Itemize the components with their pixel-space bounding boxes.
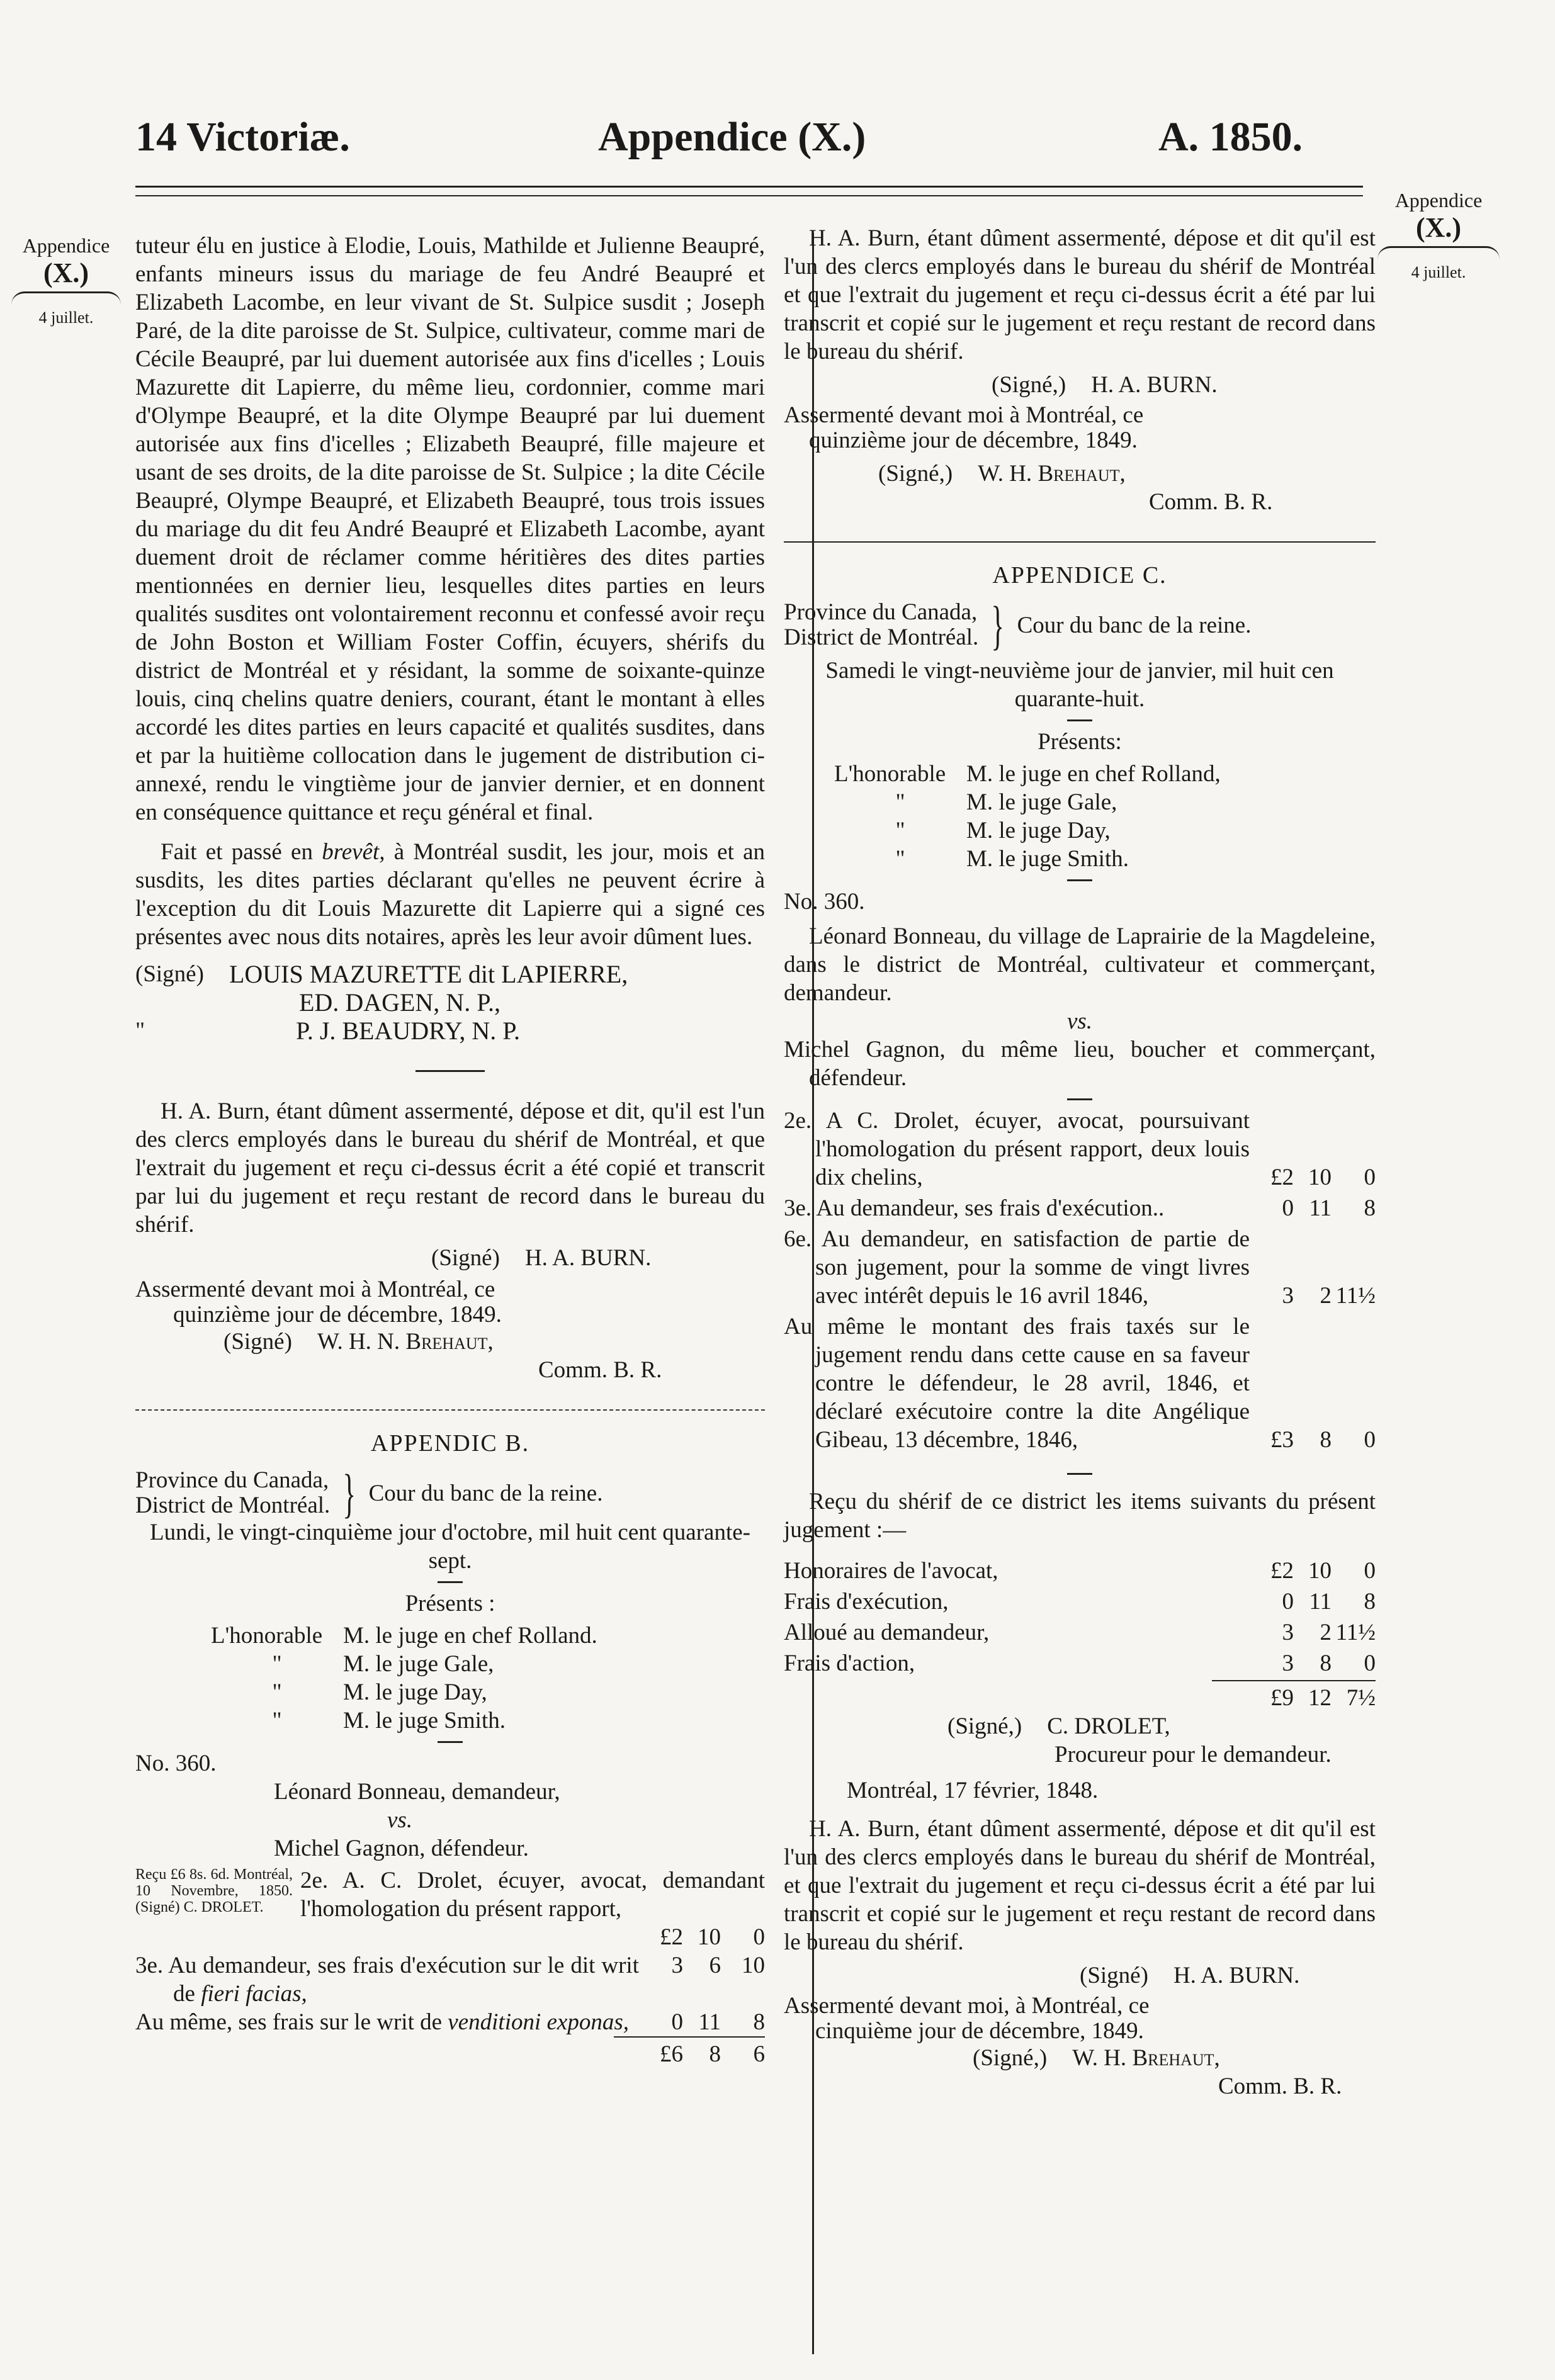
margin-right-date: 4 juillet. bbox=[1411, 263, 1466, 282]
pounds: 0 bbox=[1282, 1589, 1294, 1615]
judge-row bbox=[211, 1678, 765, 1706]
judge-name: M. le juge Smith. bbox=[966, 846, 1129, 872]
judge-row bbox=[211, 1706, 765, 1735]
left-sworn bbox=[135, 1277, 765, 1328]
pence: 0 bbox=[1364, 1558, 1376, 1584]
plaintiff: Léonard Bonneau, demandeur, bbox=[274, 1779, 560, 1805]
comm2-name-b: Brehaut, bbox=[1132, 2045, 1220, 2071]
case-number: No. 360. bbox=[135, 1751, 217, 1776]
shillings: 10 bbox=[1308, 1558, 1332, 1584]
item-text: Honoraires de l'avocat, bbox=[784, 1558, 998, 1584]
comm-name-a: W. H. bbox=[978, 461, 1038, 487]
sworn2-line-2: cinquième jour de décembre, 1849. bbox=[815, 2018, 1144, 2044]
receipt-side-note: Reçu £6 8s. 6d. Montréal, 10 Novembre, 1850. (Signé) C. DROLET. bbox=[135, 1866, 293, 1915]
court-jurisdiction bbox=[135, 1468, 330, 1518]
amount-3 bbox=[639, 2008, 765, 2036]
right-oath2-signature bbox=[784, 1961, 1376, 1990]
right-oath-signature bbox=[784, 371, 1376, 399]
signature-line-3 bbox=[135, 1017, 765, 1045]
amount-row bbox=[784, 1194, 1376, 1222]
case-number: No. 360. bbox=[784, 889, 865, 915]
brace: } bbox=[991, 595, 1005, 655]
province: Province du Canada, bbox=[784, 599, 978, 625]
shillings: 8 bbox=[1320, 1427, 1332, 1453]
presents-label: Présents : bbox=[405, 1591, 495, 1616]
amount-row bbox=[784, 1618, 1376, 1647]
right-sworn bbox=[784, 403, 1376, 453]
margin-left-brace bbox=[11, 291, 121, 305]
item-text: 2e. A. C. Drolet, écuyer, avocat, demandant l'homologation du présent rapport, bbox=[300, 1868, 765, 1922]
receipt-list bbox=[784, 1557, 1376, 1678]
total-row bbox=[614, 2036, 765, 2068]
judge-prefix: L'honorable bbox=[834, 761, 946, 787]
item-text-3a: Au même, ses frais sur le writ de bbox=[135, 2009, 443, 2035]
item-text: Alloué au demandeur, bbox=[784, 1620, 990, 1645]
shillings: 6 bbox=[709, 1953, 721, 1978]
right-commissioner bbox=[784, 460, 1376, 488]
left-para-2 bbox=[135, 838, 765, 951]
versus: vs. bbox=[387, 1807, 413, 1833]
judge-prefix: " bbox=[272, 1651, 282, 1677]
sworn2-line-1: Assermenté devant moi, à Montréal, ce bbox=[784, 1993, 1150, 2019]
notary-signatures bbox=[135, 960, 765, 1045]
amount-row bbox=[784, 1312, 1376, 1454]
judge-prefix: " bbox=[272, 1708, 282, 1734]
right-oath-2: H. A. Burn, étant dûment assermenté, dépose et dit qu'il est l'un des clercs employés dans le bureau du shérif de Montréal, et que l'extrait du jugement et reçu ci-dessus écrit a été par lui transcrit et copié sur le jugement et reçu restant de record dans le bureau du shérif. bbox=[784, 1816, 1376, 1955]
comm2-name bbox=[1072, 2044, 1220, 2072]
margin-left-number: (X.) bbox=[43, 257, 89, 288]
comm-title: Comm. B. R. bbox=[1149, 489, 1273, 515]
pounds: £3 bbox=[1270, 1427, 1294, 1453]
amount-row bbox=[784, 1649, 1376, 1678]
separator-tiny-3 bbox=[1067, 1098, 1092, 1100]
comm-name-b: Brehaut, bbox=[1038, 461, 1126, 487]
shillings: 2 bbox=[1320, 1283, 1332, 1309]
district: District de Montréal. bbox=[135, 1492, 331, 1518]
comm-name bbox=[978, 460, 1126, 488]
left-column bbox=[135, 232, 765, 2068]
drolet-signature bbox=[784, 1712, 1376, 1740]
oath-sig-label: (Signé,) bbox=[992, 372, 1066, 398]
margin-right-brace bbox=[1377, 246, 1500, 259]
plaintiff: Léonard Bonneau, du village de Laprairie de la Magdeleine, dans le district de Montréal, cultivateur et commerçant, demandeur. bbox=[784, 923, 1376, 1006]
right-column bbox=[784, 224, 1376, 2101]
court-jurisdiction bbox=[784, 600, 978, 650]
pence: 8 bbox=[753, 2009, 765, 2035]
judge-name: M. le juge Day, bbox=[343, 1679, 487, 1705]
item-text-2b: fieri facias, bbox=[201, 1981, 307, 2007]
judge-row bbox=[211, 1621, 765, 1650]
comm-name-a: W. H. N. bbox=[317, 1329, 406, 1355]
signature-name-3: P. J. BEAUDRY, N. P. bbox=[296, 1017, 521, 1045]
pounds: 3 bbox=[671, 1953, 683, 1978]
judges-list bbox=[135, 1621, 765, 1735]
header-left: 14 Victoriæ. bbox=[135, 114, 350, 160]
item-text-3b: venditioni exponas, bbox=[448, 2009, 630, 2035]
sworn-line-2: quinzième jour de décembre, 1849. bbox=[809, 427, 1138, 453]
amount bbox=[1250, 1163, 1376, 1192]
pence: 10 bbox=[742, 1953, 765, 1978]
drolet-label: (Signé,) bbox=[947, 1713, 1022, 1739]
pence: 0 bbox=[1364, 1650, 1376, 1676]
margin-note-left bbox=[6, 234, 126, 327]
comm-label: (Signé) bbox=[223, 1329, 292, 1355]
separator-tiny-4 bbox=[1067, 1473, 1092, 1475]
shillings: 11 bbox=[1309, 1589, 1332, 1615]
judge-name: M. le juge Day, bbox=[966, 818, 1111, 843]
left-para-1: tuteur élu en justice à Elodie, Louis, Mathilde et Julienne Beaupré, enfants mineurs issus du mariage de feu André Beaupré et Elizabeth Lacombe, en leur vivant de St. Sulpice susdit ; Joseph Paré, de la dite paroisse de St. Sulpice, cultivateur, comme mari de Cécile Beaupré, par lui duement autorisée aux fins d'icelles ; Louis Mazurette dit Lapierre, du même lieu, cordonnier, comme mari d'Olympe Beaupré, et la dite Olympe Beaupré par lui duement autorisée aux fins d'icelles ; Elizabeth Beaupré, fille majeure et usant de ses droits, de la dite paroisse de St. Sulpice ; la dite Cécile Beaupré, Olympe Beaupré, et Elizabeth Beaupré, tous trois issues du mariage du dit feu André Beaupré et Elizabeth Lacombe, ayant duement droit de réclamer comme héritières des dites parties mentionnées en dernier lieu, lesquelles dites parties en leurs qualités susdites ont volontairement reconnu et confessé avoir reçu de John Boston et William Foster Coffin, écuyers, shérifs du district de Montréal et y résidant, la somme de soixante-quinze louis, cinq chelins quatre deniers, courant, étant le montant à elles accordé les dites parties en leurs capacité et qualités susdites, dans et par la huitième collocation dans le jugement de distribution ci-annexé, rendu le vingtième jour de janvier dernier, et en donnent en conséquence quittance et reçu général et final. bbox=[135, 233, 765, 825]
judge-name: M. le juge Smith. bbox=[343, 1708, 506, 1734]
shillings: 11 bbox=[698, 2009, 721, 2035]
comm-label: (Signé,) bbox=[878, 461, 953, 487]
signature-line-2: ED. DAGEN, N. P., bbox=[299, 988, 500, 1017]
item-row-1 bbox=[300, 1866, 765, 1923]
shillings: 10 bbox=[1308, 1165, 1332, 1190]
amount bbox=[1250, 1557, 1376, 1585]
left-para-2-italic: brevêt, bbox=[322, 839, 385, 865]
pounds: £9 bbox=[1270, 1685, 1294, 1711]
district: District de Montréal. bbox=[784, 624, 979, 650]
separator-tiny-2 bbox=[1067, 879, 1092, 881]
amount bbox=[1250, 1618, 1376, 1647]
court-name: Cour du banc de la reine. bbox=[1017, 612, 1252, 638]
pence: 6 bbox=[753, 2041, 765, 2067]
pounds: £6 bbox=[660, 2041, 683, 2067]
judge-prefix: " bbox=[895, 818, 905, 843]
court-caption bbox=[784, 595, 1376, 655]
judge-row bbox=[834, 788, 1376, 816]
item-text: Frais d'exécution, bbox=[784, 1589, 949, 1615]
judge-prefix: " bbox=[895, 789, 905, 815]
court-caption bbox=[135, 1463, 765, 1523]
receipt-total-row bbox=[1212, 1680, 1376, 1712]
shillings: 12 bbox=[1308, 1685, 1332, 1711]
judge-name: M. le juge en chef Rolland, bbox=[966, 761, 1221, 787]
item-text: 2e. A C. Drolet, écuyer, avocat, poursuivant l'homologation du présent rapport, deux louis dix chelins, bbox=[784, 1108, 1250, 1190]
right-commissioner-2 bbox=[784, 2044, 1376, 2072]
amount-row bbox=[784, 1557, 1376, 1585]
margin-right-label: Appendice bbox=[1394, 189, 1483, 211]
presents-label: Présents: bbox=[1038, 729, 1122, 755]
shillings: 11 bbox=[1309, 1195, 1332, 1221]
right-oath: H. A. Burn, étant dûment assermenté, dépose et dit qu'il est l'un des clercs employés dans le bureau du shérif de Montréal et que l'extrait du jugement et reçu ci-dessus écrit a été par lui transcrit et copié sur le jugement et reçu restant de record dans le bureau du shérif. bbox=[784, 225, 1376, 364]
amount-row bbox=[784, 1225, 1376, 1310]
court-name: Cour du banc de la reine. bbox=[368, 1480, 603, 1506]
separator-tiny bbox=[1067, 719, 1092, 721]
separator bbox=[416, 1070, 485, 1072]
item-text: 3e. Au demandeur, ses frais d'exécution.. bbox=[784, 1195, 1165, 1221]
amount bbox=[1250, 1426, 1376, 1454]
session-date: Lundi, le vingt-cinquième jour d'octobre, mil huit cent quarante-sept. bbox=[150, 1520, 750, 1574]
amount bbox=[1250, 1588, 1376, 1616]
separator-tiny bbox=[438, 1581, 463, 1583]
separator-tiny-2 bbox=[438, 1741, 463, 1743]
oath2-sig-label: (Signé) bbox=[1080, 1963, 1148, 1988]
item-text: Frais d'action, bbox=[784, 1650, 915, 1676]
total-amount bbox=[639, 2040, 765, 2068]
judge-row bbox=[834, 816, 1376, 845]
appendix-b-heading: APPENDIC B. bbox=[370, 1430, 530, 1457]
pence: 0 bbox=[1364, 1427, 1376, 1453]
pounds: 0 bbox=[671, 2009, 683, 2035]
pounds: £2 bbox=[660, 1924, 683, 1950]
amount bbox=[1250, 1649, 1376, 1678]
item-amount-1 bbox=[135, 1923, 765, 1951]
item-row-2 bbox=[135, 1951, 765, 2008]
item-text: Au même le montant des frais taxés sur le jugement rendu dans cette cause en sa faveur contre le défendeur, le 28 avril, 1846, et déclaré exécutoire contre la dite Angélique Gibeau, 13 décembre, 1846, bbox=[784, 1314, 1250, 1453]
pounds: £2 bbox=[1270, 1558, 1294, 1584]
pence: 8 bbox=[1364, 1589, 1376, 1615]
header-rule-top bbox=[135, 186, 1363, 188]
oath-sig-name: H. A. BURN. bbox=[1091, 372, 1218, 398]
sworn-line-2: quinzième jour de décembre, 1849. bbox=[173, 1302, 502, 1328]
oath2-sig-name: H. A. BURN. bbox=[1173, 1963, 1300, 1988]
judge-prefix: L'honorable bbox=[211, 1623, 323, 1649]
section-divider bbox=[784, 541, 1376, 543]
amount-2 bbox=[639, 1951, 765, 1980]
pounds: £2 bbox=[1270, 1165, 1294, 1190]
item-text: 6e. Au demandeur, en satisfaction de partie de son jugement, pour la somme de vingt livres avec intérêt depuis le 16 avril 1846, bbox=[784, 1226, 1250, 1309]
items-block bbox=[135, 1866, 765, 1923]
left-commissioner bbox=[135, 1328, 765, 1356]
shillings: 10 bbox=[698, 1924, 721, 1950]
signature-name: LOUIS MAZURETTE dit LAPIERRE, bbox=[229, 960, 628, 988]
pence: 0 bbox=[753, 1924, 765, 1950]
comm2-name-a: W. H. bbox=[1072, 2045, 1133, 2071]
pence: 0 bbox=[1364, 1165, 1376, 1190]
defendant: Michel Gagnon, défendeur. bbox=[274, 1836, 529, 1861]
pence: 7½ bbox=[1346, 1685, 1376, 1711]
session-date: Samedi le vingt-neuvième jour de janvier, mil huit cen quarante-huit. bbox=[825, 658, 1334, 712]
drolet-title: Procureur pour le demandeur. bbox=[1055, 1742, 1332, 1768]
amount bbox=[639, 1923, 765, 1951]
left-para-2-b: à Montréal susdit, les jour, mois et an susdits, les dites parties déclarant qu'elles ne peuvent écrire à l'exception du dit Louis Mazurette dit Lapierre qui a signé ces présentes avec nous dits notaires, après les leur avoir dûment lues. bbox=[135, 839, 765, 950]
items-list bbox=[784, 1107, 1376, 1454]
receipt-total-amount bbox=[1250, 1684, 1376, 1712]
item-row-3 bbox=[135, 2008, 765, 2036]
province: Province du Canada, bbox=[135, 1467, 329, 1493]
item-text-2 bbox=[135, 1951, 639, 2008]
judge-row bbox=[834, 760, 1376, 788]
pounds: 3 bbox=[1282, 1620, 1294, 1645]
signature-line-1 bbox=[135, 960, 765, 988]
pounds: 3 bbox=[1282, 1283, 1294, 1309]
left-oath-signature bbox=[135, 1244, 765, 1272]
pence: 8 bbox=[1364, 1195, 1376, 1221]
judge-name: M. le juge Gale, bbox=[966, 789, 1117, 815]
margin-right-number: (X.) bbox=[1415, 211, 1462, 243]
oath-sig-label: (Signé) bbox=[431, 1245, 500, 1271]
judge-row bbox=[211, 1650, 765, 1678]
ditto-mark: " bbox=[135, 1018, 145, 1044]
versus: vs. bbox=[1066, 1008, 1093, 1034]
items-first bbox=[300, 1866, 765, 1923]
signature-label: (Signé) bbox=[135, 961, 204, 987]
sworn-line-1: Assermenté devant moi à Montréal, ce bbox=[784, 402, 1144, 428]
comm2-title: Comm. B. R. bbox=[1218, 2073, 1342, 2099]
amount-row bbox=[784, 1588, 1376, 1616]
judge-name: M. le juge en chef Rolland. bbox=[343, 1623, 597, 1649]
section-divider bbox=[135, 1409, 765, 1411]
shillings: 2 bbox=[1320, 1620, 1332, 1645]
comm-name bbox=[317, 1328, 494, 1356]
judge-prefix: " bbox=[895, 846, 905, 872]
place-date: Montréal, 17 février, 1848. bbox=[847, 1778, 1099, 1803]
comm-title: Comm. B. R. bbox=[538, 1357, 662, 1383]
appendix-c-heading: APPENDICE C. bbox=[992, 562, 1167, 589]
pounds: 0 bbox=[1282, 1195, 1294, 1221]
item-text-3 bbox=[135, 2008, 639, 2036]
judge-name: M. le juge Gale, bbox=[343, 1651, 494, 1677]
margin-note-right bbox=[1372, 189, 1505, 282]
header-center: Appendice (X.) bbox=[598, 114, 866, 160]
header-rule-bottom bbox=[135, 195, 1363, 196]
judges-list bbox=[784, 760, 1376, 873]
amount bbox=[1250, 1282, 1376, 1310]
margin-left-label: Appendice bbox=[22, 234, 110, 257]
shillings: 8 bbox=[1320, 1650, 1332, 1676]
amount-row bbox=[784, 1107, 1376, 1192]
amount bbox=[1250, 1194, 1376, 1222]
sworn-line-1: Assermenté devant moi à Montréal, ce bbox=[135, 1277, 495, 1302]
drolet-name: C. DROLET, bbox=[1047, 1713, 1170, 1739]
receipt-intro: Reçu du shérif de ce district les items suivants du présent jugement :— bbox=[784, 1489, 1376, 1543]
defendant: Michel Gagnon, du même lieu, boucher et commerçant, défendeur. bbox=[784, 1037, 1376, 1091]
oath-sig-name: H. A. BURN. bbox=[524, 1245, 652, 1271]
item-text-2a: 3e. Au demandeur, ses frais d'exécution sur le dit writ de bbox=[135, 1953, 639, 2007]
header-right: A. 1850. bbox=[1158, 114, 1303, 160]
brace: } bbox=[342, 1463, 356, 1523]
pounds: 3 bbox=[1282, 1650, 1294, 1676]
comm2-label: (Signé,) bbox=[973, 2045, 1048, 2071]
shillings: 8 bbox=[709, 2041, 721, 2067]
margin-left-date: 4 juillet. bbox=[38, 308, 94, 327]
right-sworn-2 bbox=[784, 1994, 1376, 2044]
comm-name-b: Brehaut, bbox=[405, 1329, 494, 1355]
left-oath: H. A. Burn, étant dûment assermenté, dépose et dit, qu'il est l'un des clercs employés dans le bureau du shérif de Montréal, et que l'extrait du jugement et reçu ci-dessus écrit a été copié et transcrit par lui du jugement et reçu restant de record dans le bureau du shérif. bbox=[135, 1098, 765, 1238]
pence: 11½ bbox=[1335, 1283, 1376, 1309]
judge-prefix: " bbox=[272, 1679, 282, 1705]
left-para-2-a: Fait et passé en bbox=[161, 839, 322, 865]
pence: 11½ bbox=[1335, 1620, 1376, 1645]
judge-row bbox=[834, 845, 1376, 873]
